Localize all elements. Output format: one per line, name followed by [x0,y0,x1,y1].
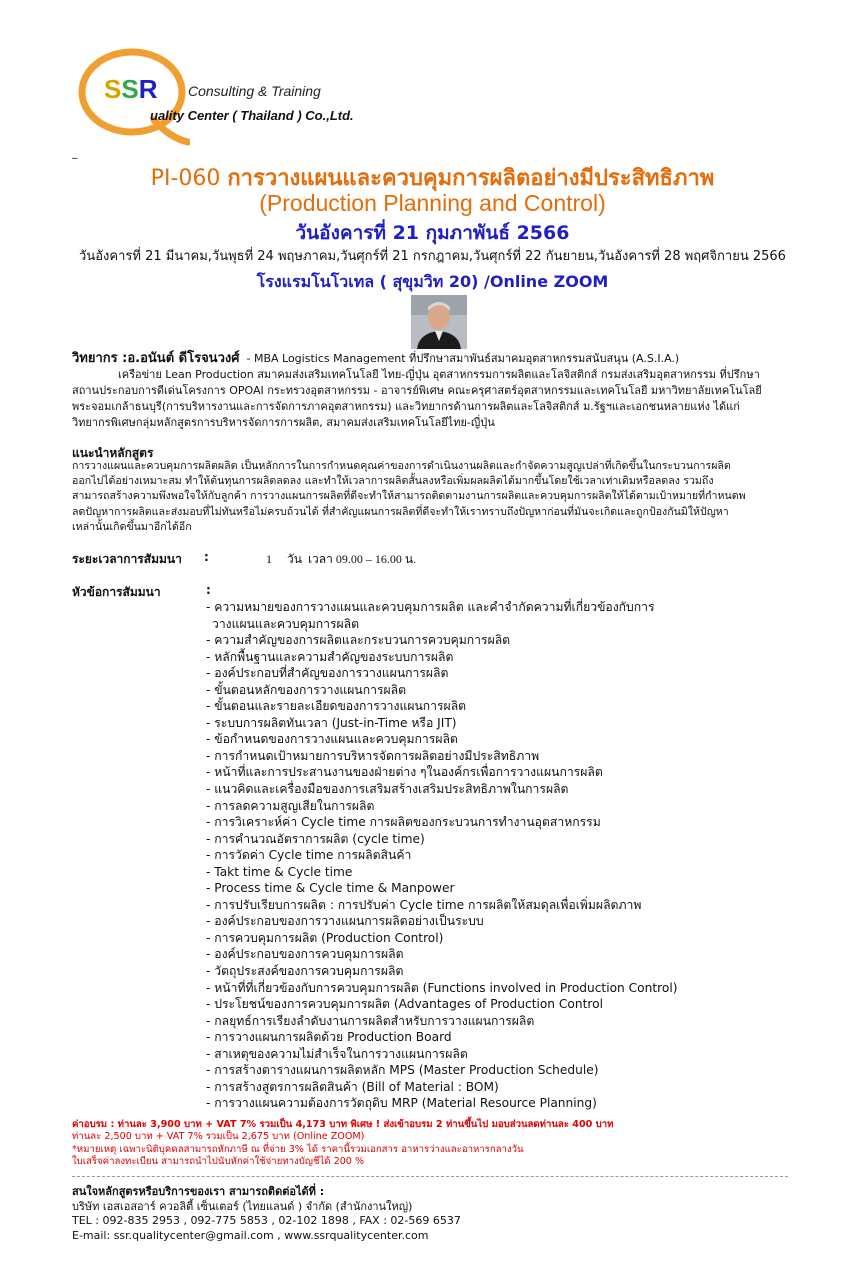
speaker-credential: - MBA Logistics Management ที่ปรึกษาสมาพันธ์สมาคมอุตสาหกรรมสนับสนุน (A.S.I.A.) [246,352,680,365]
contact-section [72,1185,792,1243]
topic-item: - ความหมายของการวางแผนและควบคุมการผลิต และคำจำกัดความที่เกี่ยวข้องกับการ [206,600,655,614]
course-code: PI-060 [150,166,221,191]
fee-line: ท่านละ 2,500 บาท + VAT 7% รวมเป็น 2,675 บาท (Online ZOOM) [72,1131,365,1143]
topic-item: - การวิเคราะห์ค่า Cycle time การผลิตของกระบวนการทำงานอุตสาหกรรม [206,815,601,830]
fees-section [72,1119,792,1169]
topic-item: - แนวคิดและเครื่องมือของการเสริมสร้างเสริมประสิทธิภาพในการผลิต [206,782,569,797]
intro-line: ลดปัญหาการผลิตและส่งมอบที่ไม่ทันหรือไม่ครบถ้วนได้ ที่สำคัญแผนการผลิตที่ดีจะทำให้เราทราบถึงปัญหาก่อนที่มันจะเกิดและถูกป้องกันมิให้ปัญหา [72,505,729,518]
company-name: uality Center ( Thailand ) Co.,Ltd. [150,108,354,123]
fee-note: *หมายเหตุ เฉพาะนิติบุคคลสามารถหักภาษี ณ ที่จ่าย 3% ได้ ราคานี้รวมเอกสาร อาหารว่างและอาหารกลางวัน [72,1143,524,1155]
intro-line: ออกไปได้อย่างเหมาะสม ทำให้ต้นทุนการผลิตลดลง และทำให้เวลาการผลิตสั้นลงหรือเพิ่มผลผลิตได้มากขึ้นโดยใช้เวลาเท่าเดิมหรือลดลง รวมถึง [72,475,714,488]
speaker-bio-line: สถานประกอบการดีเด่นโครงการ OPOAI กระทรวงอุตสาหกรรม - อาจารย์พิเศษ คณะครุศาสตร์อุตสาหกรรมและเทคโนโลยี มหาวิทยาลัยเทคโนโลยี [72,384,762,397]
speaker-bio-line: พระจอมเกล้าธนบุรี(การบริหารงานและการจัดการภาคอุตสาหกรรม) และวิทยากรด้านการผลิตและโลจิสติกส์ ม.รัฐฯและเอกชนหลายแห่ง ได้แก่ [72,400,740,413]
topic-item: - Takt time & Cycle time [206,864,353,879]
topic-item: - การวัดค่า Cycle time การผลิตสินค้า [206,848,412,863]
topic-item: - องค์ประกอบของการควบคุมการผลิต [206,947,404,962]
contact-email[interactable]: E-mail: ssr.qualitycenter@gmail.com , www.ssrqualitycenter.com [72,1228,429,1242]
intro-text [72,459,792,535]
topic-item: - การปรับเรียบการผลิต : การปรับค่า Cycle time การผลิตให้สมดุลเพื่อเพิ่มผลิตภาพ [206,897,642,912]
topic-item: - Process time & Cycle time & Manpower [206,881,455,896]
topic-item: - ข้อกำหนดของการวางแผนและควบคุมการผลิต [206,732,458,747]
contact-phone: TEL : 092-835 2953 , 092-775 5853 , 02-102 1898 , FAX : 02-569 6537 [72,1214,461,1228]
topic-item: - สาเหตุของความไม่สำเร็จในการวางแผนการผลิต [206,1046,468,1061]
contact-company: บริษัท เอสเอสอาร์ ควอลิตี้ เซ็นเตอร์ (ไทยแลนด์ ) จำกัด (สำนักงานใหญ่) [72,1199,413,1213]
intro-line: การวางแผนและควบคุมการผลิตผลิต เป็นหลักการในการกำหนดคุณค่าของการดำเนินงานผลิตและกำจัดความสูญเปล่าที่เกิดขึ้นในกระบวนการผลิต [72,460,731,472]
course-date-alternatives: วันอังคารที่ 21 มีนาคม,วันพุธที่ 24 พฤษภาคม,วันศุกร์ที่ 21 กรกฎาคม,วันศุกร์ที่ 22 กันยายน,วันอังคารที่ 28 พฤศจิกายน 2566 [79,249,786,264]
fee-note: ใบเสร็จค่าลงทะเบียน สามารถนำไปนับหักค่าใช้จ่ายทางบัญชีได้ 200 % [72,1156,365,1168]
topic-item: - การลดความสูญเสียในการผลิต [206,798,375,813]
topic-item: วางแผนและควบคุมการผลิต [212,616,360,631]
topic-item: - ระบบการผลิตทันเวลา (Just-in-Time หรือ JIT) [206,715,457,730]
intro-heading: แนะนำหลักสูตร [72,446,154,460]
speaker-bio-line: วิทยากรพิเศษกลุ่มหลักสูตรการบริหารจัดการการผลิต, สมาคมส่งเสริมเทคโนโลยีไทย-ญี่ปุ่น [72,416,495,429]
duration-value: 1 วัน เวลา 09.00 – 16.00 น. [266,552,417,566]
topic-item: - การสร้างสูตรการผลิตสินค้า (Bill of Material : BOM) [206,1079,499,1094]
section-divider [72,1176,788,1177]
topic-item: - องค์ประกอบของการวางแผนการผลิตอย่างเป็นระบบ [206,914,484,929]
logo-text: SSR [104,74,158,104]
contact-heading: สนใจหลักสูตรหรือบริการของเรา สามารถติดต่อได้ที่ : [72,1185,325,1198]
course-venue: โรงแรมโนโวเทล ( สุขุมวิท 20) /Online ZOOM [256,272,609,291]
intro-line: สามารถสร้างความพึงพอใจให้กับลูกค้า การวางแผนการผลิตที่ดีจะทำให้สามารถติดตามงานการผลิตและควบคุมการผลิตให้ได้ตามเป้าหมายที่กำหนดพ [72,490,746,503]
topic-item: - กลยุทธ์การเรียงลำดับงานการผลิตสำหรับการวางแผนการผลิต [206,1013,535,1028]
course-title-en: (Production Planning and Control) [259,190,606,216]
topic-item: - การควบคุมการผลิต (Production Control) [206,930,444,945]
topic-item: - ความสำคัญของการผลิตและกระบวนการควบคุมการผลิต [206,633,511,648]
topic-item: - การวางแผนการผลิตด้วย Production Board [206,1030,452,1045]
topic-item: - หลักพื้นฐานและความสำคัญของระบบการผลิต [206,649,454,664]
topics-label: หัวข้อการสัมมนา [72,585,161,599]
course-date-main: วันอังคารที่ 21 กุมภาพันธ์ 2566 [295,222,570,244]
topics-colon: : [206,583,211,597]
speaker-name: วิทยากร :อ.อนันต์ ดีโรจนวงศ์ [72,351,240,366]
topic-item: - ขั้นตอนหลักของการวางแผนการผลิต [206,682,407,697]
duration-colon: : [204,550,209,564]
topic-item: - หน้าที่และการประสานงานของฝ่ายต่าง ๆในองค์กรเพื่อการวางแผนการผลิต [206,765,603,780]
topic-item: - องค์ประกอบที่สำคัญของการวางแผนการผลิต [206,666,449,681]
topic-item: - การวางแผนความต้องการวัตถุดิบ MRP (Material Resource Planning) [206,1096,597,1111]
topic-item: - การสร้างตารางแผนการผลิตหลัก MPS (Master Production Schedule) [206,1063,599,1078]
topic-item: - วัตถุประสงค์ของการควบคุมการผลิต [206,964,404,979]
company-tagline: Consulting & Training [188,83,321,99]
speaker-bio-line: เครือข่าย Lean Production สมาคมส่งเสริมเทคโนโลยี ไทย-ญี่ปุ่น อุตสาหกรรมการผลิตและโลจิสติกส์ กรมส่งเสริมอุตสาหกรรม ที่ปรึกษา [118,368,760,381]
dash-mark: _ [72,146,78,159]
topic-item: - การคำนวณอัตราการผลิต (cycle time) [206,831,425,846]
fee-line: ค่าอบรม : ท่านละ 3,900 บาท + VAT 7% รวมเป็น 4,173 บาท พิเศษ ! ส่งเข้าอบรม 2 ท่านขึ้นไป มอบส่วนลดท่านละ 400 บาท [72,1119,614,1130]
topic-item: - ประโยชน์ของการควบคุมการผลิต (Advantages of Production Control [206,997,603,1012]
topics-list [206,599,726,1112]
intro-line: เหล่านั้นเกิดขึ้นมาอีกได้อีก [72,520,192,533]
speaker-section [72,351,792,431]
speaker-photo [411,295,467,349]
course-title-text: การวางแผนและควบคุมการผลิตอย่างมีประสิทธิภาพ [227,166,715,191]
duration-label: ระยะเวลาการสัมมนา [72,552,182,566]
topic-item: - การกำหนดเป้าหมายการบริหารจัดการผลิตอย่างมีประสิทธิภาพ [206,748,540,763]
topic-item: - หน้าที่ที่เกี่ยวข้องกับการควบคุมการผลิต (Functions involved in Production Control) [206,980,678,995]
topic-item: - ขั้นตอนและรายละเอียดของการวางแผนการผลิต [206,699,467,714]
